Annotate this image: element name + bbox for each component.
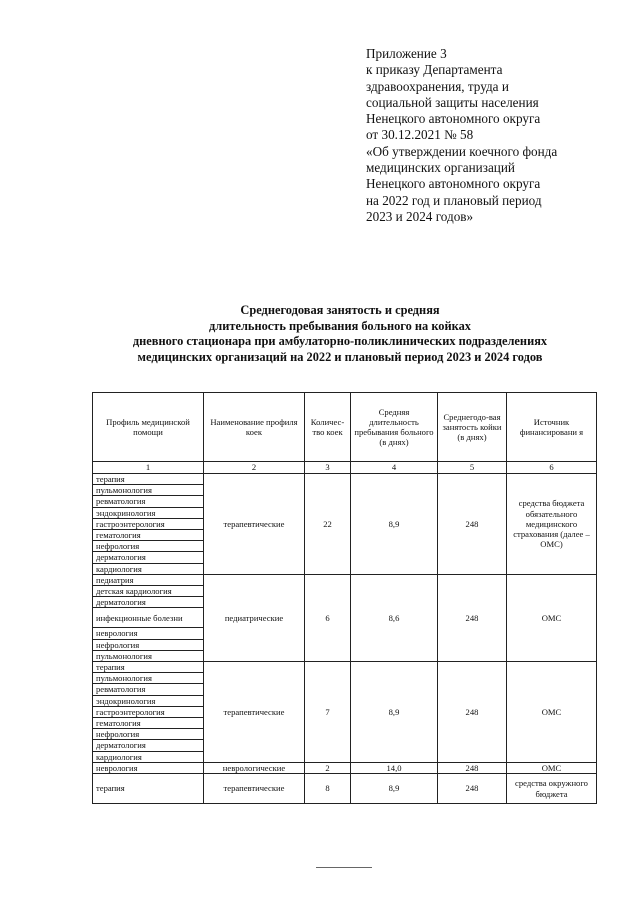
column-number: 3 bbox=[305, 462, 351, 474]
funding-cell: средства окружного бюджета bbox=[507, 774, 597, 804]
profile-cell: кардиология bbox=[93, 563, 204, 574]
column-number: 2 bbox=[204, 462, 305, 474]
appendix-line: «Об утверждении коечного фонда bbox=[366, 143, 558, 159]
occupancy-cell: 248 bbox=[438, 662, 507, 763]
profile-cell: дерматология bbox=[93, 597, 204, 608]
appendix-line: Приложение 3 bbox=[366, 46, 447, 61]
funding-cell: ОМС bbox=[507, 662, 597, 763]
profile-cell: терапия bbox=[93, 474, 204, 485]
occupancy-cell: 248 bbox=[438, 574, 507, 661]
avg-stay-cell: 8,9 bbox=[351, 774, 438, 804]
occupancy-cell: 248 bbox=[438, 474, 507, 575]
profile-cell: нефрология bbox=[93, 729, 204, 740]
appendix-note bbox=[366, 46, 628, 225]
profile-cell: кардиология bbox=[93, 751, 204, 762]
profile-cell: инфекционные болезни bbox=[93, 608, 204, 628]
appendix-line: Ненецкого автономного округа bbox=[366, 111, 541, 127]
header-cell: Наименование профиля коек bbox=[204, 393, 305, 462]
header-cell: Источник финансировани я bbox=[507, 393, 597, 462]
column-number: 5 bbox=[438, 462, 507, 474]
occupancy-cell: 248 bbox=[438, 762, 507, 773]
avg-stay-cell: 8,9 bbox=[351, 474, 438, 575]
profile-cell: пульмонология bbox=[93, 485, 204, 496]
bed-profile-cell: терапевтические bbox=[204, 774, 305, 804]
header-cell: Среднегодо-вая занятость койки (в днях) bbox=[438, 393, 507, 462]
title-line: медицинских организаций на 2022 и плановый период 2023 и 2024 годов bbox=[137, 349, 543, 364]
title-line: дневного стационара при амбулаторно-поликлинических подразделениях bbox=[132, 334, 548, 348]
occupancy-cell: 248 bbox=[438, 774, 507, 804]
table-row bbox=[93, 774, 597, 804]
appendix-line: 2023 и 2024 годов» bbox=[366, 208, 474, 224]
beds-cell: 22 bbox=[305, 474, 351, 575]
header-cell: Количес-тво коек bbox=[305, 393, 351, 462]
header-cell: Средняя длительность пребывания больного (в днях) bbox=[351, 393, 438, 462]
profile-cell: неврология bbox=[93, 762, 204, 773]
column-number-row bbox=[93, 462, 597, 474]
profile-cell: пульмонология bbox=[93, 650, 204, 661]
appendix-line: медицинских организаций bbox=[366, 160, 515, 176]
bed-profile-cell: педиатрические bbox=[204, 574, 305, 661]
profile-cell: неврология bbox=[93, 628, 204, 639]
funding-cell: ОМС bbox=[507, 762, 597, 773]
avg-stay-cell: 8,9 bbox=[351, 662, 438, 763]
profile-cell: терапия bbox=[93, 774, 204, 804]
column-number: 4 bbox=[351, 462, 438, 474]
bed-profile-cell: терапевтические bbox=[204, 474, 305, 575]
avg-stay-cell: 14,0 bbox=[351, 762, 438, 773]
profile-cell: дерматология bbox=[93, 740, 204, 751]
header-cell: Профиль медицинской помощи bbox=[93, 393, 204, 462]
avg-stay-cell: 8,6 bbox=[351, 574, 438, 661]
profile-cell: нефрология bbox=[93, 541, 204, 552]
profile-cell: терапия bbox=[93, 662, 204, 673]
profile-cell: гематология bbox=[93, 718, 204, 729]
beds-cell: 2 bbox=[305, 762, 351, 773]
profile-cell: дерматология bbox=[93, 552, 204, 563]
title-line: длительность пребывания больного на койках bbox=[209, 318, 471, 333]
funding-cell: средства бюджета обязательного медицинского страхования (далее – ОМС) bbox=[507, 474, 597, 575]
appendix-line: Ненецкого автономного округа bbox=[366, 176, 541, 192]
title-line: Среднегодовая занятость и средняя bbox=[240, 303, 440, 317]
profile-cell: ревматология bbox=[93, 496, 204, 507]
table-header-row bbox=[93, 393, 597, 462]
profile-cell: детская кардиология bbox=[93, 586, 204, 597]
bed-occupancy-table bbox=[92, 392, 597, 804]
table-row bbox=[93, 762, 597, 773]
profile-cell: гастроэнтерология bbox=[93, 518, 204, 529]
beds-cell: 6 bbox=[305, 574, 351, 661]
table-row bbox=[93, 574, 597, 585]
appendix-line: на 2022 год и плановый период bbox=[366, 192, 542, 208]
profile-cell: нефрология bbox=[93, 639, 204, 650]
profile-cell: эндокринология bbox=[93, 695, 204, 706]
table-row bbox=[93, 662, 597, 673]
appendix-line: здравоохранения, труда и bbox=[366, 78, 509, 94]
beds-cell: 7 bbox=[305, 662, 351, 763]
profile-cell: гематология bbox=[93, 530, 204, 541]
profile-cell: пульмонология bbox=[93, 673, 204, 684]
funding-cell: ОМС bbox=[507, 574, 597, 661]
document-title bbox=[60, 303, 620, 365]
profile-cell: педиатрия bbox=[93, 574, 204, 585]
appendix-line: социальной защиты населения bbox=[366, 94, 539, 110]
column-number: 1 bbox=[93, 462, 204, 474]
footer-line bbox=[316, 867, 372, 868]
profile-cell: гастроэнтерология bbox=[93, 706, 204, 717]
profile-cell: эндокринология bbox=[93, 507, 204, 518]
bed-profile-cell: неврологические bbox=[204, 762, 305, 773]
column-number: 6 bbox=[507, 462, 597, 474]
appendix-line: к приказу Департамента bbox=[366, 62, 503, 78]
beds-cell: 8 bbox=[305, 774, 351, 804]
table-row bbox=[93, 474, 597, 485]
bed-profile-cell: терапевтические bbox=[204, 662, 305, 763]
appendix-line: от 30.12.2021 № 58 bbox=[366, 127, 474, 143]
profile-cell: ревматология bbox=[93, 684, 204, 695]
